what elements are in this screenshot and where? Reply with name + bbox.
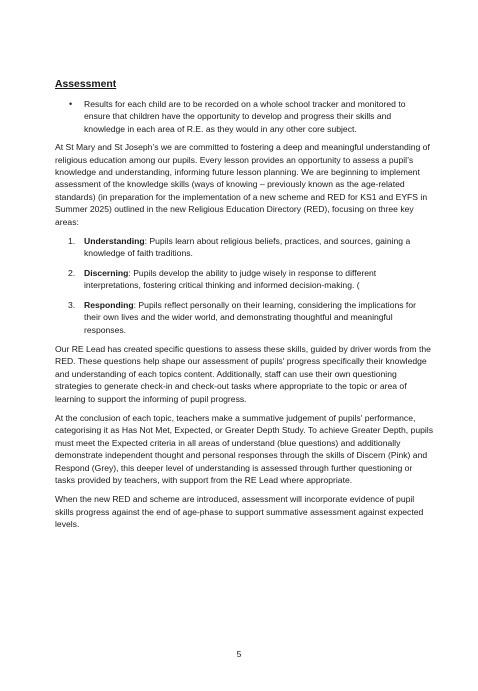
key-area-term: Discerning: [84, 267, 129, 278]
key-area-item: [55, 299, 433, 336]
key-area-description: : Pupils learn about religious beliefs, practices, and sources, gaining a knowledge of faith traditions.: [84, 236, 411, 259]
body-paragraph: At the conclusion of each topic, teachers make a summative judgement of pupils' performance, categorising it as Has Not Met, Expected, or Greater Depth Study. To achieve Greater Depth, pupils must meet the Expected criteria in all areas of understand (blue questions) and additionally demonstrate independent thought and personal responses through the skills of Discern (Pink) and Respond (Grey), this deeper level of understanding is assessed through further questioning or tasks provided by teachers, with support from the RE Lead where appropriate.: [55, 412, 433, 485]
section-heading: Assessment: [55, 79, 117, 90]
key-area-description: : Pupils reflect personally on their learning, considering the implications for their own lives and the wider world, and demonstrating thoughtful and meaningful responses.: [84, 299, 416, 335]
list-number: 3.: [68, 299, 76, 310]
key-area-item: [55, 267, 433, 292]
key-area-item: [55, 235, 433, 260]
page-number: 5: [236, 649, 242, 659]
key-area-description: : Pupils develop the ability to judge wisely in response to different interpretations, fostering critical thinking and informed decision-making. (: [84, 267, 377, 291]
body-paragraph: Our RE Lead has created specific questions to assess these skills, guided by driver words from the RED. These questions help shape our assessment of pupils' progress specifically their knowledge and understanding of each topics content. Additionally, staff can use their own questioning strategies to generate check-in and check-out tasks where appropriate to the topic or area of learning to support the informing of pupil progress.: [55, 343, 431, 404]
list-number: 2.: [68, 267, 76, 278]
page-content: [55, 78, 433, 538]
bullet-list: [55, 98, 433, 135]
key-areas-list: [55, 235, 433, 336]
body-paragraph: When the new RED and scheme are introduced, assessment will incorporate evidence of pupil skills progress against the end of age-phase to support summative assessment against expected levels.: [55, 494, 424, 530]
intro-paragraph: At St Mary and St Joseph’s we are committed to fostering a deep and meaningful understanding of religious education among our pupils. Every lesson provides an opportunity to assess a pupil’s knowledge and understanding, informing future lesson planning. We are beginning to implement assessment of the knowledge skills (ways of knowing – previously known as the age-related standards) (in preparation for the implementation of a new scheme and RED for KS1 and EYFS in Summer 2025) outlined in the new Religious Education Directory (RED), focusing on three key areas:: [55, 142, 430, 227]
list-number: 1.: [68, 236, 76, 247]
key-area-term: Understanding: [84, 236, 145, 247]
bullet-item: • Results for each child are to be recorded on a whole school tracker and monitored to ensure that children have the opportunity to develop and progress their skills and knowledge in each area of R.E. as they would in any other core subject.: [55, 98, 433, 135]
key-area-term: Responding: [84, 299, 134, 310]
